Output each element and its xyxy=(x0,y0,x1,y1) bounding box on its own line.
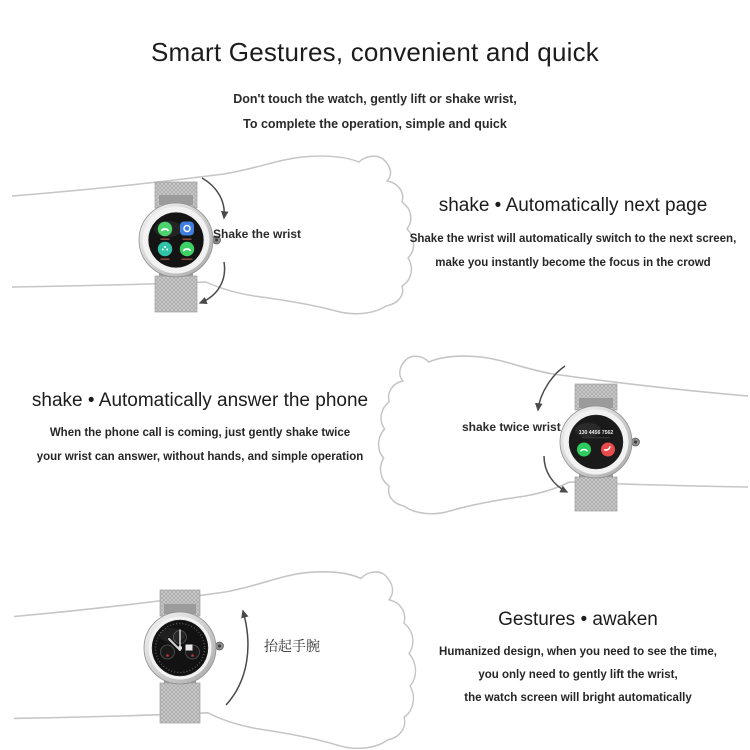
watch-center-dot xyxy=(178,646,182,650)
hand-outline-icon xyxy=(14,572,416,749)
body-line: your wrist can answer, without hands, and simple operation xyxy=(36,451,364,463)
answer-call-icon xyxy=(577,443,591,457)
section-heading-awaken: Gestures • awaken xyxy=(498,609,658,630)
page-title: Smart Gestures, convenient and quick xyxy=(151,37,599,67)
illustration-label-shake-wrist: Shake the wrist xyxy=(213,227,302,241)
smartwatch-analog-illustration xyxy=(144,590,224,723)
section-heading-next-page: shake • Automatically next page xyxy=(438,195,708,216)
watch-date-window xyxy=(186,645,193,651)
watch-screen xyxy=(569,415,623,469)
wrist-lift-illustration-3 xyxy=(12,553,444,749)
section-body-next-page xyxy=(398,228,748,275)
watch-band-bottom xyxy=(160,683,200,723)
subtitle-line-2: To complete the operation, simple and quick xyxy=(243,117,507,131)
watch-glass-highlight xyxy=(575,423,601,437)
lift-arrow-icon xyxy=(226,611,248,705)
call-screen-divider xyxy=(582,438,610,439)
watch-screen xyxy=(149,213,204,268)
wrist-shake-illustration-2 xyxy=(372,350,748,528)
body-line: make you instantly become the focus in the crowd xyxy=(435,256,711,269)
watch-band-bottom xyxy=(155,276,197,312)
shake-arrow-top-icon xyxy=(538,366,565,410)
watch-crown-dot xyxy=(634,441,637,444)
shake-arrow-top-icon xyxy=(202,178,224,218)
section-heading-answer-phone: shake • Automatically answer the phone xyxy=(31,390,369,411)
illustration-label-shake-twice: shake twice wrist xyxy=(462,420,561,434)
subtitle-line-1: Don't touch the watch, gently lift or shake wrist, xyxy=(233,92,517,106)
watch-glass-highlight xyxy=(159,628,185,642)
section-body-awaken xyxy=(408,641,748,710)
caller-number: 130 4456 7562 xyxy=(578,430,614,436)
smartwatch-incoming-call-illustration xyxy=(560,384,640,511)
body-line: Shake the wrist will automatically switch to the next screen, xyxy=(409,233,737,245)
watch-crown-dot xyxy=(218,645,221,648)
body-line: Humanized design, when you need to see the time, xyxy=(439,646,717,658)
decline-call-icon xyxy=(601,443,615,457)
watch-band-bottom xyxy=(575,477,617,511)
watch-subdial-left xyxy=(161,645,175,659)
illustration-label-lift-wrist: 抬起手腕 xyxy=(264,638,320,654)
section-body-answer-phone xyxy=(18,421,382,469)
body-line: When the phone call is coming, just gently shake twice xyxy=(49,427,351,439)
watch-glass-highlight xyxy=(154,221,182,237)
shake-arrow-bottom-icon xyxy=(544,456,567,492)
body-line: you only need to gently lift the wrist, xyxy=(478,669,678,681)
body-line: the watch screen will bright automatically xyxy=(464,692,692,704)
smartwatch-menu-illustration xyxy=(139,182,221,312)
